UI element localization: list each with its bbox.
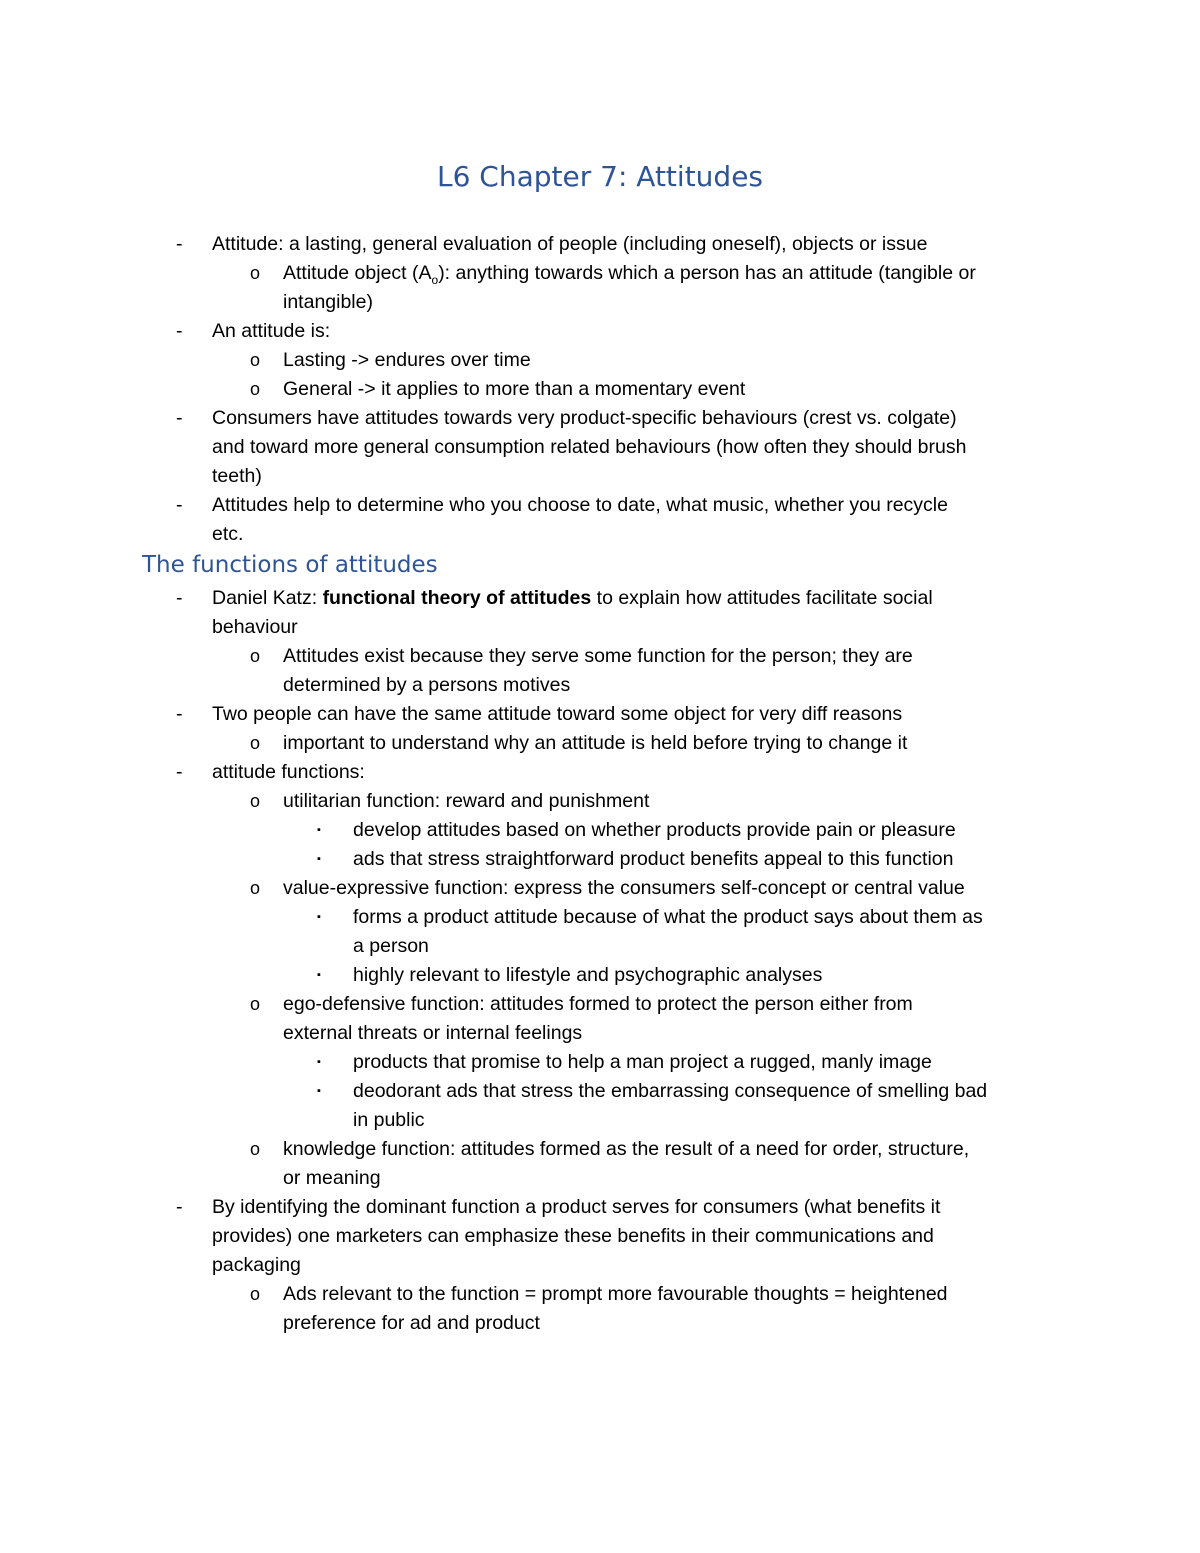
list-item bbox=[0, 874, 1200, 903]
list-item-continuation bbox=[0, 462, 1200, 491]
list-item-text: Attitude: a lasting, general evaluation of people (including oneself), objects or issue bbox=[212, 233, 928, 255]
list-item bbox=[0, 903, 1200, 932]
list-item bbox=[0, 758, 1200, 787]
section-heading: The functions of attitudes bbox=[142, 552, 438, 578]
circle-bullet: o bbox=[250, 1284, 261, 1304]
list-item-text: deodorant ads that stress the embarrassing consequence of smelling bad bbox=[353, 1080, 988, 1102]
list-item-text: Ads relevant to the function = prompt more favourable thoughts = heightened bbox=[283, 1283, 948, 1305]
bold-term: functional theory of attitudes bbox=[322, 587, 592, 609]
list-item-text: develop attitudes based on whether products provide pain or pleasure bbox=[353, 819, 956, 841]
list-item-text: ads that stress straightforward product benefits appeal to this function bbox=[353, 848, 954, 870]
square-bullet: ▪ bbox=[317, 1056, 321, 1068]
dash-bullet: - bbox=[176, 1196, 183, 1218]
list-item bbox=[0, 961, 1200, 990]
circle-bullet: o bbox=[250, 350, 261, 370]
list-item-text: Daniel Katz: functional theory of attitudes to explain how attitudes facilitate social bbox=[212, 587, 933, 609]
list-item-continuation bbox=[0, 932, 1200, 961]
dash-bullet: - bbox=[176, 494, 183, 516]
list-item bbox=[0, 787, 1200, 816]
circle-bullet: o bbox=[250, 379, 261, 399]
list-item bbox=[0, 845, 1200, 874]
list-item-text: Attitudes exist because they serve some function for the person; they are bbox=[283, 645, 913, 667]
list-item bbox=[0, 259, 1200, 288]
list-item-text: utilitarian function: reward and punishment bbox=[283, 790, 650, 812]
square-bullet: ▪ bbox=[317, 911, 321, 923]
list-item-text: Attitudes help to determine who you choose to date, what music, whether you recycle bbox=[212, 494, 948, 516]
intro-list bbox=[0, 230, 1200, 549]
list-item-text: By identifying the dominant function a product serves for consumers (what benefits it bbox=[212, 1196, 941, 1218]
dash-bullet: - bbox=[176, 761, 183, 783]
list-item bbox=[0, 317, 1200, 346]
list-item-text: An attitude is: bbox=[212, 320, 331, 342]
list-item-text: ego-defensive function: attitudes formed to protect the person either from bbox=[283, 993, 913, 1015]
list-item bbox=[0, 375, 1200, 404]
list-item bbox=[0, 990, 1200, 1019]
list-item-text: behaviour bbox=[212, 616, 298, 638]
list-item bbox=[0, 1048, 1200, 1077]
list-item-text: important to understand why an attitude is held before trying to change it bbox=[283, 732, 908, 754]
list-item bbox=[0, 1193, 1200, 1222]
list-item-continuation bbox=[0, 613, 1200, 642]
list-item-continuation bbox=[0, 1106, 1200, 1135]
list-item bbox=[0, 230, 1200, 259]
dash-bullet: - bbox=[176, 320, 183, 342]
list-item bbox=[0, 584, 1200, 613]
list-item-text: Attitude object $(A_o)$: anything towards which a person has an attitude (tangible or bbox=[283, 262, 976, 287]
list-item-continuation bbox=[0, 671, 1200, 700]
list-item-continuation bbox=[0, 1309, 1200, 1338]
list-item bbox=[0, 404, 1200, 433]
list-item-text: highly relevant to lifestyle and psychographic analyses bbox=[353, 964, 823, 986]
list-item-text: value-expressive function: express the consumers self-concept or central value bbox=[283, 877, 965, 899]
list-item-text: intangible) bbox=[283, 291, 373, 313]
list-item-text: or meaning bbox=[283, 1167, 381, 1189]
list-item-continuation bbox=[0, 1222, 1200, 1251]
list-item bbox=[0, 700, 1200, 729]
circle-bullet: o bbox=[250, 646, 261, 666]
list-item-text: in public bbox=[353, 1109, 425, 1131]
dash-bullet: - bbox=[176, 703, 183, 725]
list-item bbox=[0, 1077, 1200, 1106]
list-item-continuation bbox=[0, 288, 1200, 317]
list-item-text: and toward more general consumption related behaviours (how often they should brush bbox=[212, 436, 967, 458]
list-item-text: forms a product attitude because of what the product says about them as bbox=[353, 906, 983, 928]
square-bullet: ▪ bbox=[317, 969, 321, 981]
list-item-text: determined by a persons motives bbox=[283, 674, 571, 696]
list-item-text: a person bbox=[353, 935, 429, 957]
list-item-text: products that promise to help a man project a rugged, manly image bbox=[353, 1051, 932, 1073]
list-item-text: Two people can have the same attitude toward some object for very diff reasons bbox=[212, 703, 903, 725]
list-item-text: external threats or internal feelings bbox=[283, 1022, 583, 1044]
functions-list bbox=[0, 584, 1200, 1338]
list-item bbox=[0, 816, 1200, 845]
circle-bullet: o bbox=[250, 263, 261, 283]
square-bullet: ▪ bbox=[317, 853, 321, 865]
list-item-text: packaging bbox=[212, 1254, 301, 1276]
list-item-continuation bbox=[0, 433, 1200, 462]
square-bullet: ▪ bbox=[317, 824, 321, 836]
list-item-text: Lasting -> endures over time bbox=[283, 349, 531, 371]
list-item-continuation bbox=[0, 520, 1200, 549]
list-item-text: etc. bbox=[212, 523, 244, 545]
dash-bullet: - bbox=[176, 407, 183, 429]
circle-bullet: o bbox=[250, 1139, 261, 1159]
list-item bbox=[0, 346, 1200, 375]
square-bullet: ▪ bbox=[317, 1085, 321, 1097]
list-item bbox=[0, 1280, 1200, 1309]
list-item-continuation bbox=[0, 1019, 1200, 1048]
list-item-text: knowledge function: attitudes formed as the result of a need for order, structure, bbox=[283, 1138, 970, 1160]
list-item bbox=[0, 1135, 1200, 1164]
dash-bullet: - bbox=[176, 587, 183, 609]
list-item-text: Consumers have attitudes towards very product-specific behaviours (crest vs. colgate) bbox=[212, 407, 957, 429]
list-item-text: General -> it applies to more than a momentary event bbox=[283, 378, 746, 400]
document-title: L6 Chapter 7: Attitudes bbox=[436, 160, 764, 193]
circle-bullet: o bbox=[250, 878, 261, 898]
list-item bbox=[0, 729, 1200, 758]
list-item-text: preference for ad and product bbox=[283, 1312, 540, 1334]
dash-bullet: - bbox=[176, 233, 183, 255]
list-item-continuation bbox=[0, 1164, 1200, 1193]
list-item-text: teeth) bbox=[212, 465, 262, 487]
circle-bullet: o bbox=[250, 791, 261, 811]
list-item bbox=[0, 491, 1200, 520]
circle-bullet: o bbox=[250, 733, 261, 753]
list-item-continuation bbox=[0, 1251, 1200, 1280]
list-item-text: attitude functions: bbox=[212, 761, 365, 783]
circle-bullet: o bbox=[250, 994, 261, 1014]
list-item bbox=[0, 642, 1200, 671]
list-item-text: provides) one marketers can emphasize these benefits in their communications and bbox=[212, 1225, 934, 1247]
